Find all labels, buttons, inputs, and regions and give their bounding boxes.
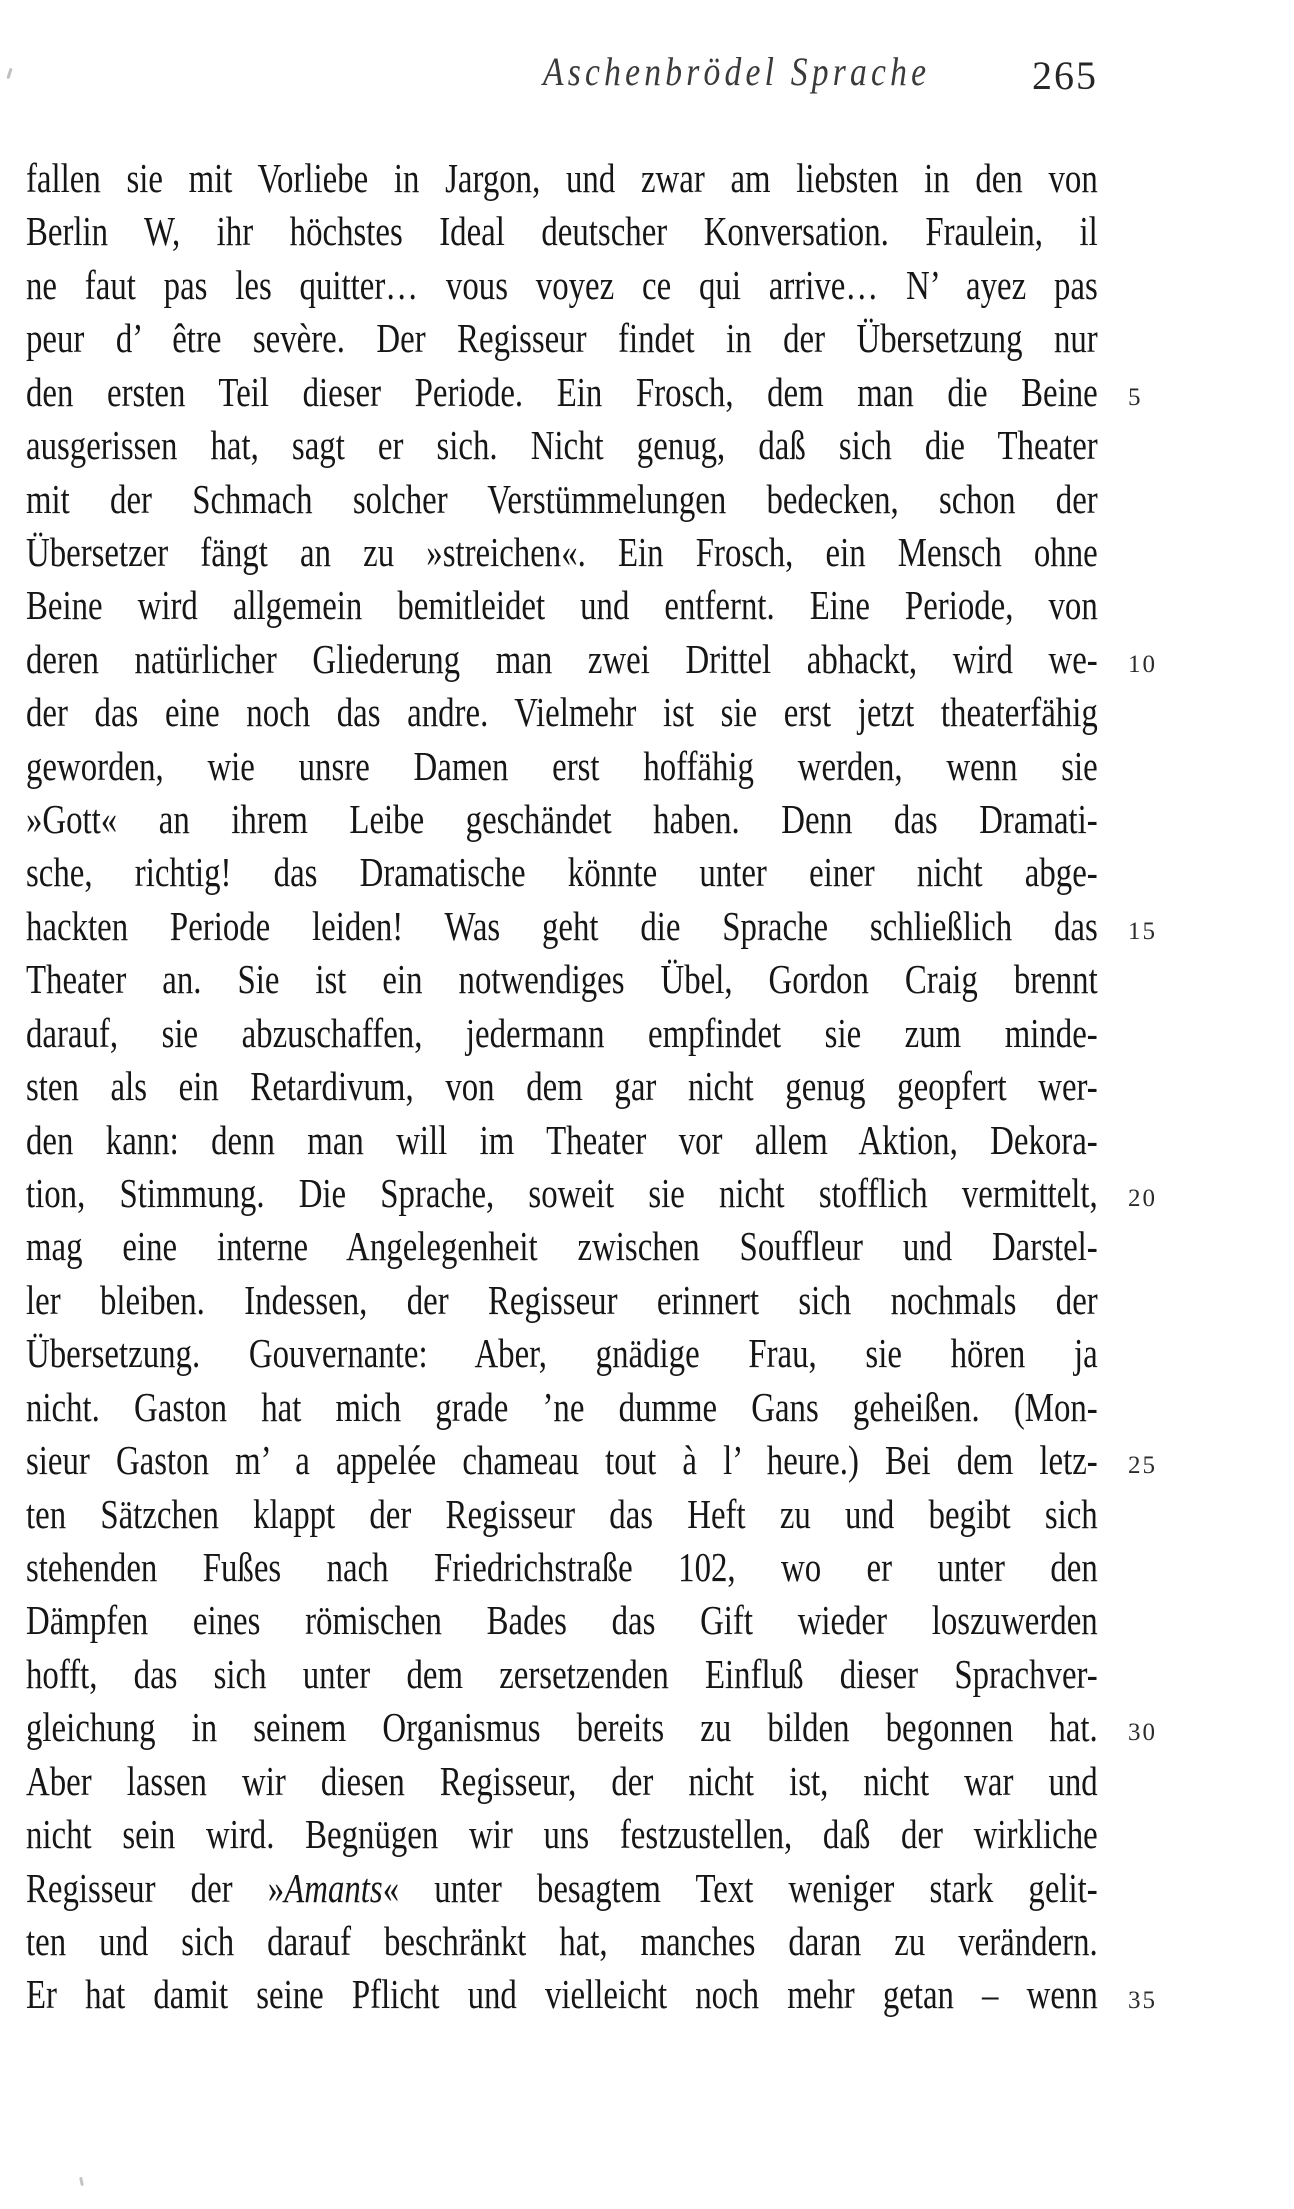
text-line: nicht sein wird. Begnügen wir uns festzustellen, daß der wirkliche	[26, 1811, 1098, 1858]
text-line: sche, richtig! das Dramatische könnte unter einer nicht abge-	[26, 849, 1098, 896]
text-line: Beine wird allgemein bemitleidet und entfernt. Eine Periode, von	[26, 582, 1098, 629]
text-line: ausgerissen hat, sagt er sich. Nicht genug, daß sich die Theater	[26, 422, 1098, 469]
scan-speck	[6, 68, 12, 79]
text-line: Dämpfen eines römischen Bades das Gift wieder loszuwerden	[26, 1597, 1098, 1644]
text-line: Übersetzer fängt an zu »streichen«. Ein Frosch, ein Mensch ohne	[26, 528, 1098, 575]
text-line: darauf, sie abzuschaffen, jedermann empfindet sie zum minde-	[26, 1009, 1098, 1056]
text-line: hackten Periode leiden! Was geht die Sprache schließlich das	[26, 902, 1098, 949]
text-segment: Regisseur der »	[26, 1864, 285, 1911]
text-line: mit der Schmach solcher Verstümmelungen bedecken, schon der	[26, 475, 1098, 522]
text-line: Er hat damit seine Pflicht und vielleicht noch mehr getan – wenn	[26, 1971, 1098, 2018]
line-number: 35	[1128, 1986, 1157, 2014]
text-line: den kann: denn man will im Theater vor allem Aktion, Dekora-	[26, 1116, 1098, 1163]
text-line: mag eine interne Angelegenheit zwischen Souffleur und Darstel-	[26, 1223, 1098, 1270]
text-line: hofft, das sich unter dem zersetzenden Einfluß dieser Sprachver-	[26, 1650, 1098, 1697]
work-title-italic: Amants	[284, 1864, 383, 1911]
text-line: sten als ein Retardivum, von dem gar nicht genug geopfert wer-	[26, 1063, 1098, 1110]
text-line: ten und sich darauf beschränkt hat, manches daran zu verändern.	[26, 1917, 1098, 1964]
text-segment: « unter besagtem Text weniger stark gelit-	[382, 1864, 1098, 1911]
text-line: den ersten Teil dieser Periode. Ein Frosch, dem man die Beine	[26, 368, 1098, 415]
text-line: peur d’ être sevère. Der Regisseur findet in der Übersetzung nur	[26, 315, 1098, 362]
text-line: der das eine noch das andre. Vielmehr ist sie erst jetzt theaterfähig	[26, 689, 1098, 736]
text-line: tion, Stimmung. Die Sprache, soweit sie nicht stofflich vermittelt,	[26, 1170, 1098, 1217]
text-line: deren natürlicher Gliederung man zwei Drittel abhackt, wird we-	[26, 635, 1098, 682]
text-line: gleichung in seinem Organismus bereits zu bilden begonnen hat.	[26, 1704, 1098, 1751]
page-title: Aschenbrödel Sprache	[543, 49, 931, 94]
line-number: 20	[1128, 1185, 1157, 1213]
text-line: ler bleiben. Indessen, der Regisseur erinnert sich nochmals der	[26, 1276, 1098, 1323]
line-number: 10	[1128, 650, 1157, 678]
text-line	[26, 1862, 1098, 1915]
text-line: stehenden Fußes nach Friedrichstraße 102, wo er unter den	[26, 1543, 1098, 1590]
line-number: 30	[1128, 1719, 1157, 1747]
text-line: Berlin W, ihr höchstes Ideal deutscher Konversation. Fraulein, il	[26, 208, 1098, 255]
text-line: sieur Gaston m’ a appelée chameau tout à l’ heure.) Bei dem letz-	[26, 1437, 1098, 1484]
scan-speck	[79, 2177, 84, 2186]
line-number: 25	[1128, 1452, 1157, 1480]
text-line: Übersetzung. Gouvernante: Aber, gnädige Frau, sie hören ja	[26, 1330, 1098, 1377]
line-number: 15	[1128, 918, 1157, 946]
line-number: 5	[1128, 383, 1143, 411]
text-line: »Gott« an ihrem Leibe geschändet haben. Denn das Dramati-	[26, 796, 1098, 843]
line-number-column	[1128, 152, 1198, 2032]
text-line: fallen sie mit Vorliebe in Jargon, und zwar am liebsten in den von	[26, 155, 1098, 201]
text-line: Theater an. Sie ist ein notwendiges Übel, Gordon Craig brennt	[26, 956, 1098, 1003]
text-line: nicht. Gaston hat mich grade ’ne dumme Gans geheißen. (Mon-	[26, 1383, 1098, 1430]
page-number: 265	[1032, 53, 1098, 98]
text-line: Aber lassen wir diesen Regisseur, der nicht ist, nicht war und	[26, 1757, 1098, 1804]
text-line: ten Sätzchen klappt der Regisseur das Heft zu und begibt sich	[26, 1490, 1098, 1537]
text-line: ne faut pas les quitter… vous voyez ce qui arrive… N’ ayez pas	[26, 261, 1098, 308]
text-line: geworden, wie unsre Damen erst hoffähig werden, wenn sie	[26, 742, 1098, 789]
text-block	[26, 152, 1098, 2022]
